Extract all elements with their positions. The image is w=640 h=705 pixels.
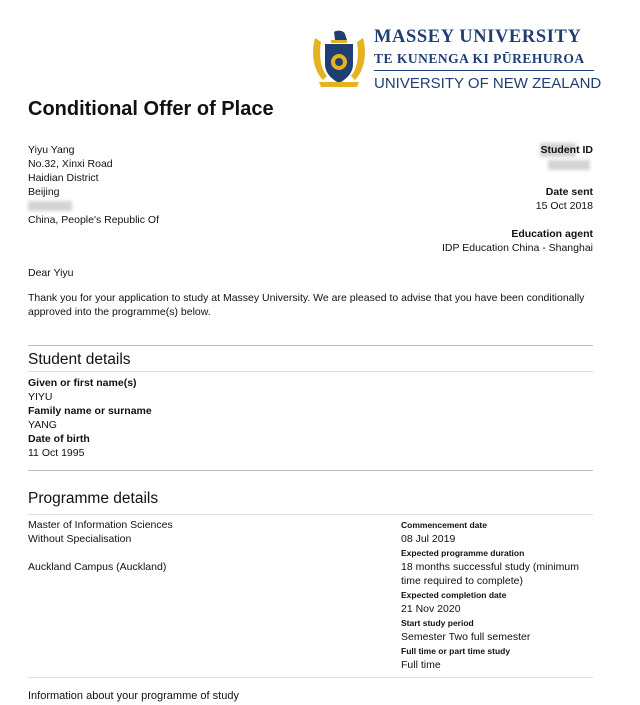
programme-duration-value-line-2: time required to complete) (401, 575, 523, 587)
start-study-period-value: Semester Two full semester (401, 631, 531, 643)
education-agent-label: Education agent (511, 228, 593, 240)
recipient-city: Beijing (28, 186, 60, 198)
section-divider (28, 470, 593, 471)
university-maori-name: TE KUNENGA KI PŪREHUROA (374, 51, 585, 66)
study-mode-label: Full time or part time study (401, 646, 511, 656)
redacted-student-id (548, 160, 590, 170)
recipient-district: Haidian District (28, 172, 99, 184)
programme-name: Master of Information Sciences (28, 519, 173, 531)
university-name: MASSEY UNIVERSITY (374, 27, 582, 47)
section-divider-light (28, 371, 593, 372)
family-name-label: Family name or surname (28, 405, 152, 417)
given-name-label: Given or first name(s) (28, 377, 137, 389)
start-study-period-label: Start study period (401, 618, 474, 628)
section-divider-light (28, 514, 593, 515)
programme-campus: Auckland Campus (Auckland) (28, 561, 167, 573)
letter-body-line-1: Thank you for your application to study at Massey University. We are pleased to advise that you have been conditionally (28, 292, 585, 304)
date-of-birth-value: 11 Oct 1995 (28, 447, 85, 459)
student-id-label: Student ID (540, 144, 593, 156)
recipient-country: China, People's Republic Of (28, 214, 159, 226)
programme-duration-value-line-1: 18 months successful study (minimum (401, 561, 579, 573)
document-title: Conditional Offer of Place (28, 98, 274, 120)
date-sent-value: 15 Oct 2018 (535, 200, 593, 212)
massey-crest-logo (311, 30, 367, 88)
student-details-heading: Student details (28, 351, 131, 368)
education-agent-value: IDP Education China - Shanghai (442, 242, 593, 254)
completion-date-value: 21 Nov 2020 (401, 603, 461, 615)
section-divider-light (28, 677, 593, 678)
commencement-date-value: 08 Jul 2019 (401, 533, 456, 545)
commencement-date-label: Commencement date (401, 520, 487, 530)
date-sent-label: Date sent (545, 186, 593, 198)
family-name-value: YANG (28, 419, 57, 431)
logo-divider (374, 70, 594, 71)
recipient-name: Yiyu Yang (28, 144, 75, 156)
programme-info-heading: Information about your programme of study (28, 690, 239, 702)
date-of-birth-label: Date of birth (28, 433, 90, 445)
university-tagline: UNIVERSITY OF NEW ZEALAND (374, 75, 602, 92)
letter-body-line-2: approved into the programme(s) below. (28, 306, 211, 318)
greeting: Dear Yiyu (28, 267, 74, 279)
programme-duration-label: Expected programme duration (401, 548, 525, 558)
programme-specialisation: Without Specialisation (28, 533, 132, 545)
completion-date-label: Expected completion date (401, 590, 507, 600)
redacted-postcode (28, 201, 72, 211)
programme-details-heading: Programme details (28, 490, 159, 507)
section-divider (28, 345, 593, 346)
study-mode-value: Full time (401, 659, 441, 671)
recipient-street: No.32, Xinxi Road (28, 158, 113, 170)
given-name-value: YIYU (28, 391, 53, 403)
